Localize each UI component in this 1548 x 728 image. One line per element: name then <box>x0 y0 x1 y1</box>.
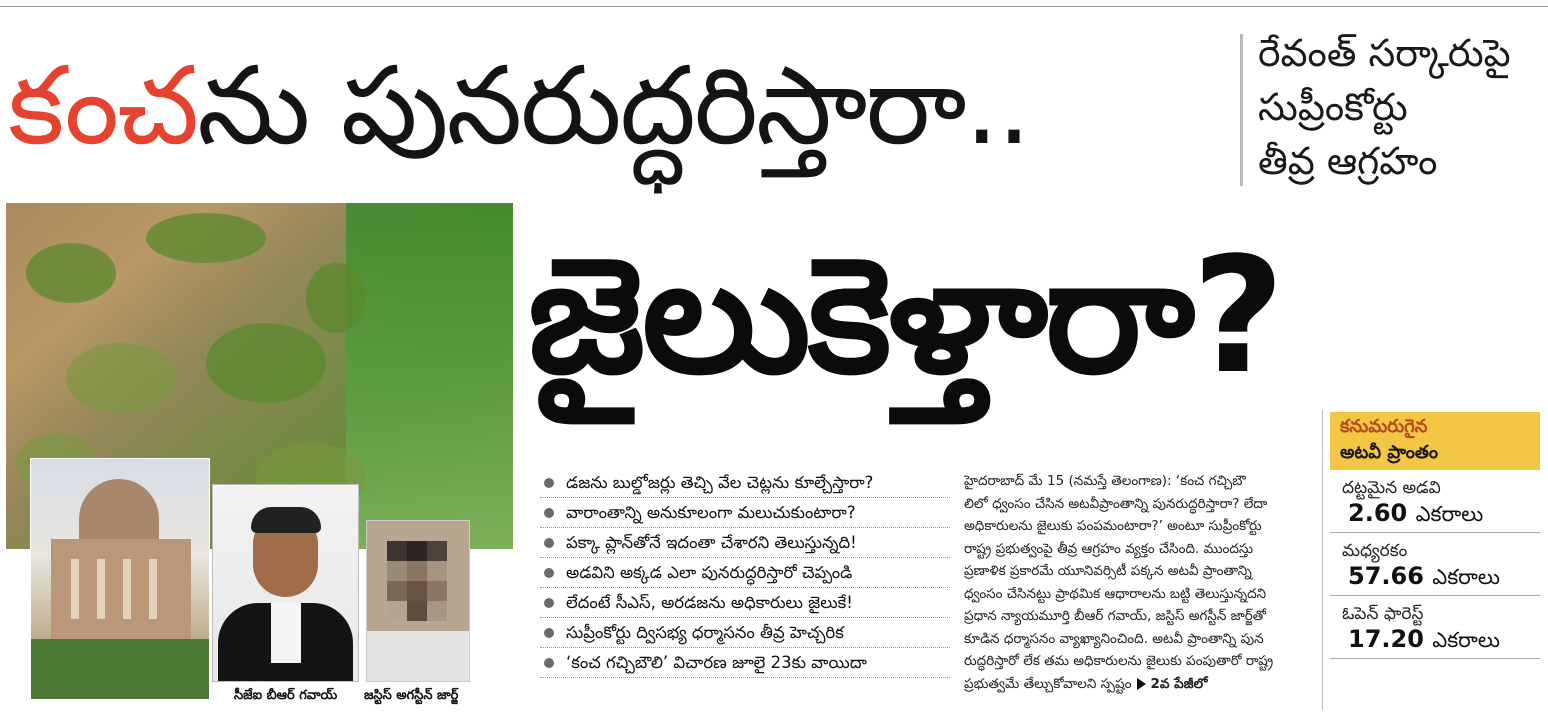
stat-label: మధ్యరకం <box>1342 541 1408 561</box>
tree-cluster <box>206 323 326 403</box>
tree-cluster <box>26 243 116 303</box>
stats-heading-line1: కనుమరుగైన <box>1340 416 1428 437</box>
tree-cluster <box>66 343 176 413</box>
pixel-block <box>407 601 427 621</box>
bullet-item <box>540 468 950 498</box>
caption-cji: సీజేఐ బీఆర్ గవాయ్ <box>234 688 338 703</box>
pixel-block <box>407 541 427 561</box>
body-line: కూడిన ధర్మాసనం వ్యాఖ్యానించింది. అటవీ ప్రాంతాన్ని పున <box>964 630 1264 647</box>
body-line-last <box>964 673 1310 696</box>
portrait-shirt <box>271 603 301 663</box>
bullet-text: సుప్రీంకోర్టు ద్విసభ్య ధర్మాసనం తీవ్ర హెచ్చరిక <box>566 623 844 642</box>
bullet-item <box>540 588 950 618</box>
bullet-dot-icon <box>544 508 554 518</box>
pixel-block <box>427 541 447 561</box>
stat-value <box>1342 624 1528 655</box>
stat-unit: ఎకరాలు <box>1432 565 1501 589</box>
pixel-block <box>427 601 447 621</box>
stat-unit: ఎకరాలు <box>1415 502 1484 526</box>
pixel-block <box>387 561 407 581</box>
cji-portrait <box>212 484 359 682</box>
stat-value <box>1342 498 1528 529</box>
body-line: ప్రణాళిక ప్రకారమే యూనివర్సిటీ పక్కన అటవీ ప్రాంతాన్ని <box>964 563 1252 579</box>
headline-rest: ను పునరుద్ధరిస్తారా.. <box>197 44 1030 169</box>
big-headline: జైలుకెళ్తారా? <box>528 222 1282 409</box>
bullet-text: లేదంటే సీఎస్, అరడజను అధికారులు జైలుకే! <box>566 593 853 612</box>
body-line: హైదరాబాద్ మే 15 (నమస్తే తెలంగాణ): ‘కంచ గచ్చిబౌ <box>964 473 1246 489</box>
bullet-item <box>540 618 950 648</box>
pixel-block <box>387 541 407 561</box>
stats-box <box>1330 412 1540 659</box>
stats-heading-line2: అటవీ ప్రాంతం <box>1340 442 1438 463</box>
court-column <box>149 559 157 619</box>
court-dome <box>79 479 159 539</box>
pixel-block <box>387 601 407 621</box>
bullet-dot-icon <box>544 628 554 638</box>
caption-justice: జస్టిస్ అగస్టీన్ జార్జ్ <box>364 688 459 703</box>
deck-divider <box>1240 34 1243 186</box>
bullet-item <box>540 498 950 528</box>
stat-number: 57.66 <box>1348 562 1424 590</box>
stat-number: 17.20 <box>1348 625 1424 653</box>
bullet-item <box>540 558 950 588</box>
forest-canopy <box>346 203 513 549</box>
pixel-block <box>367 631 469 681</box>
bullet-text: ‘కంచ గచ్చిబౌలి’ విచారణ జూలై 23కు వాయిదా <box>566 653 867 672</box>
continued-arrow-icon <box>1137 678 1146 690</box>
bullet-dot-icon <box>544 598 554 608</box>
pixel-block <box>407 581 427 601</box>
bullet-list <box>540 468 950 678</box>
tree-cluster <box>306 263 366 333</box>
bullet-item <box>540 528 950 558</box>
main-headline <box>8 32 1218 202</box>
court-column <box>97 559 105 619</box>
bullet-text: వారాంతాన్ని అనుకూలంగా మలుచుకుంటారా? <box>566 503 856 522</box>
continued-label[interactable]: 2వ పేజీలో <box>1150 675 1208 692</box>
stat-value <box>1342 561 1528 592</box>
bullet-text: డజను బుల్డోజర్లు తెచ్చి వేల చెట్లను కూల్చేస్తారా? <box>566 473 874 492</box>
stat-item <box>1330 533 1540 596</box>
pixel-block <box>427 561 447 581</box>
body-last-text: ప్రభుత్వమే తేల్చుకోవాలని స్పష్టం <box>964 675 1132 692</box>
pixel-block <box>387 581 407 601</box>
stat-item <box>1330 470 1540 533</box>
stat-unit: ఎకరాలు <box>1432 628 1501 652</box>
bullet-dot-icon <box>544 538 554 548</box>
deck-line: రేవంత్ సర్కారుపై <box>1258 31 1511 75</box>
deck-line: సుప్రీంకోర్టు <box>1258 85 1408 129</box>
top-rule <box>0 6 1548 7</box>
column-divider <box>1322 410 1323 710</box>
stats-heading <box>1330 412 1540 470</box>
headline-highlight: కంచ <box>8 44 198 169</box>
stat-item <box>1330 596 1540 659</box>
bullet-text: పక్కా ప్లాన్‌తోనే ఇదంతా చేశారని తెలుస్తున్నది! <box>566 533 857 552</box>
bullet-dot-icon <box>544 658 554 668</box>
bullet-text: అడవిని అక్కడ ఎలా పునరుద్ధరిస్తారో చెప్పండి <box>566 563 853 582</box>
supreme-court-photo <box>30 458 210 700</box>
court-column <box>123 559 131 619</box>
article-body <box>964 470 1310 700</box>
bullet-dot-icon <box>544 568 554 578</box>
pixel-block <box>407 561 427 581</box>
deck <box>1258 26 1543 188</box>
bullet-item <box>540 648 950 678</box>
court-lawn <box>31 639 210 699</box>
portrait-hair <box>251 507 321 533</box>
body-line: రుద్ధరిస్తారో లేక తమ అధికారులను జైలుకు పంపుతారో రాష్ట్ర <box>964 653 1274 669</box>
tree-cluster <box>146 213 266 263</box>
body-line: ప్రధాన న్యాయమూర్తి బీఆర్ గవాయ్, జస్టిస్ అగస్టీన్ జార్జ్‌తో <box>964 608 1266 624</box>
deck-line: తీవ్ర ఆగ్రహం <box>1258 139 1438 183</box>
court-column <box>71 559 79 619</box>
pixel-block <box>427 581 447 601</box>
stat-label: ఓపెన్ ఫారెస్ట్ <box>1342 604 1424 624</box>
bullet-dot-icon <box>544 478 554 488</box>
body-line: లిలో ధ్వంసం చేసిన అటవీప్రాంతాన్ని పునరుద్ధరిస్తారా? లేదా <box>964 495 1268 512</box>
stat-number: 2.60 <box>1348 499 1408 527</box>
body-line: అధికారులను జైలుకు పంపమంటారా?’ అంటూ సుప్రీంకోర్టు <box>964 518 1262 534</box>
justice-portrait-pixelated <box>366 520 470 682</box>
stat-label: దట్టమైన అడవి <box>1342 478 1441 498</box>
body-line: ధ్వంసం చేసినట్టు ప్రాథమిక ఆధారాలను బట్టి తెలుస్తున్నదని <box>964 585 1267 602</box>
body-line: రాష్ట్ర ప్రభుత్వంపై తీవ్ర ఆగ్రహం వ్యక్తం చేసింది. ముందస్తు <box>964 540 1254 557</box>
